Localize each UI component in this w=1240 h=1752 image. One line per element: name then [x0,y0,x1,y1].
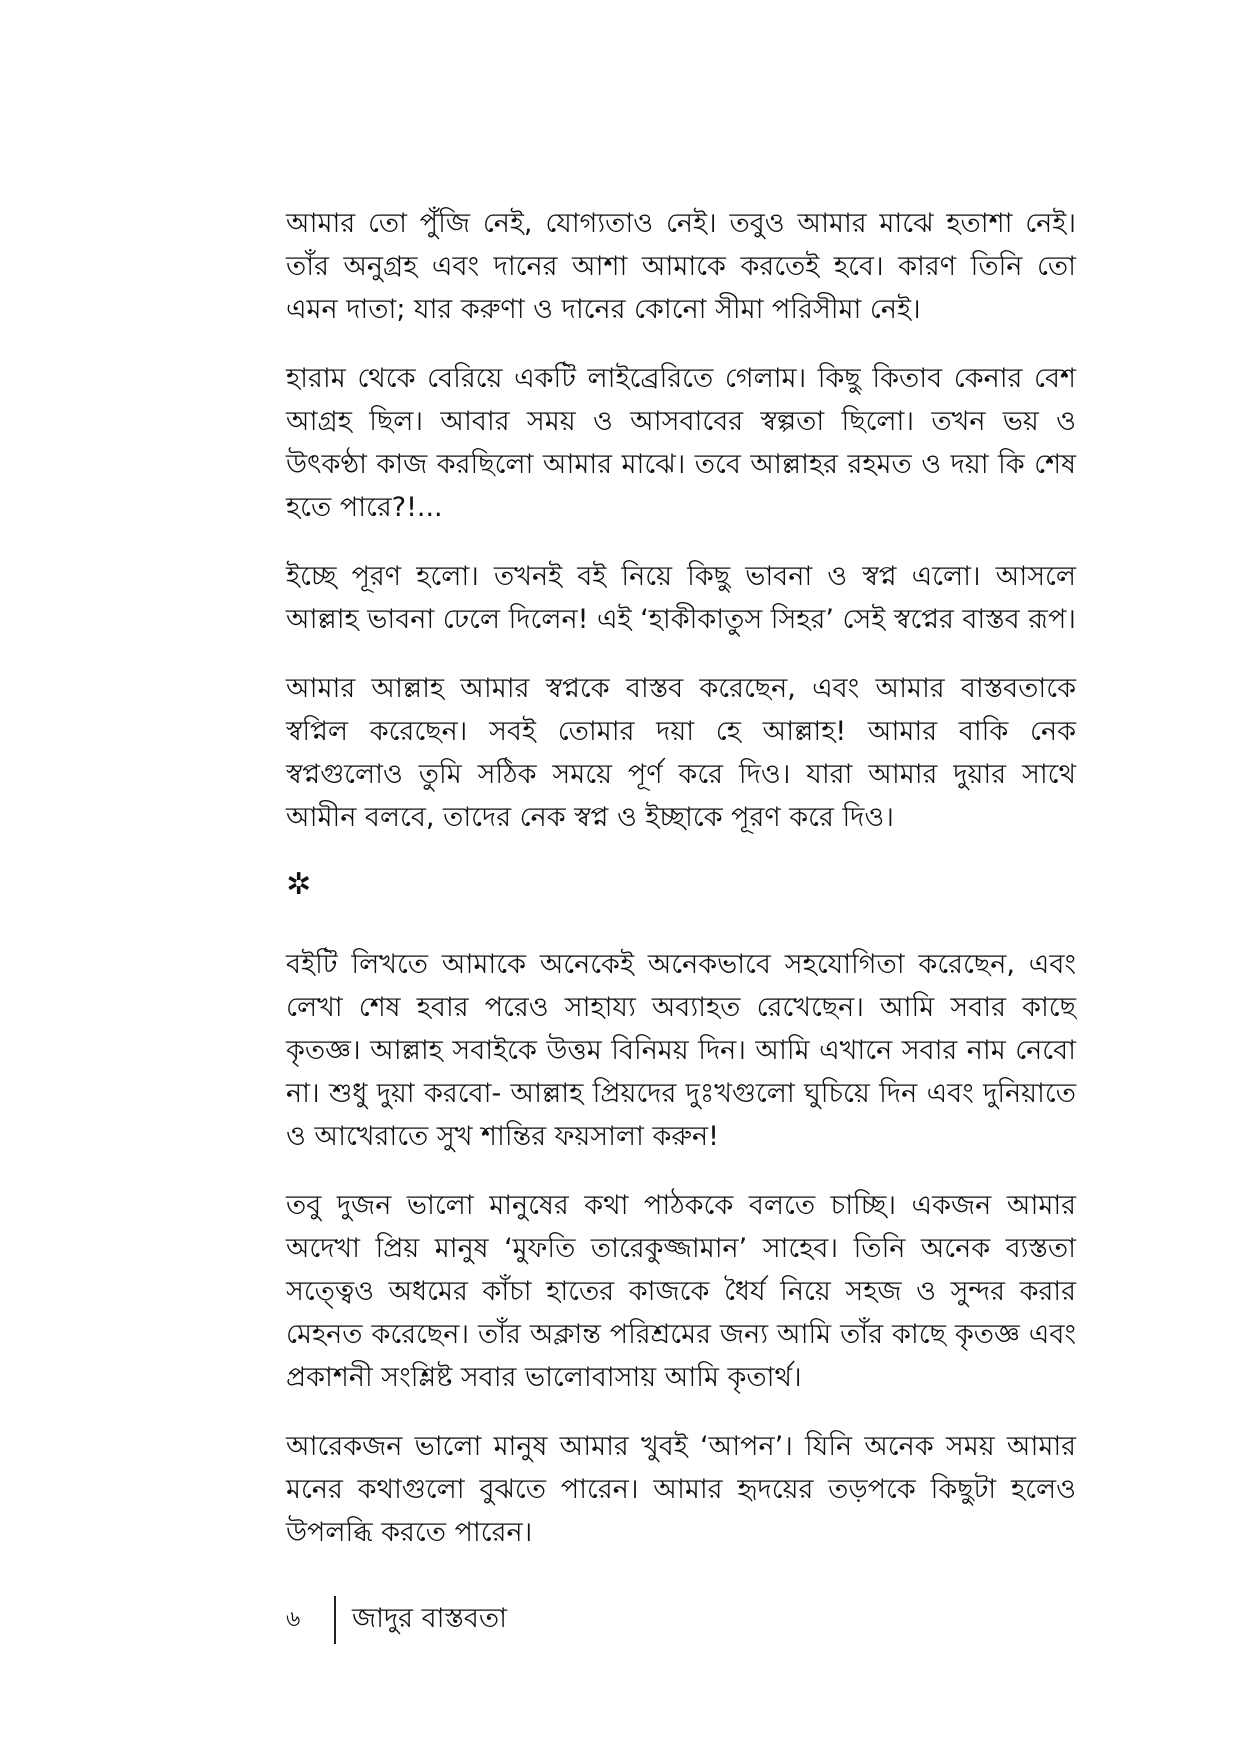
page-number: ৬ [286,1606,301,1632]
paragraph-4: আমার আল্লাহ আমার স্বপ্নকে বাস্তব করেছেন, এবং আমার বাস্তবতাকে স্বপ্নিল করেছেন। সবই তোমার দয়া হে আল্লাহ! আমার বাকি নেক স্বপ্নগুলোও তুমি সঠিক সময়ে পূর্ণ করে দিও। যারা আমার দুয়ার সাথে আমীন বলবে, তাদের নেক স্বপ্ন ও ইচ্ছাকে পূরণ করে দিও। [286,673,1076,833]
paragraph-5: বইটি লিখতে আমাকে অনেকেই অনেকভাবে সহযোগিতা করেছেন, এবং লেখা শেষ হবার পরেও সাহায্য অব্যাহত রেখেছেন। আমি সবার কাছে কৃতজ্ঞ। আল্লাহ সবাইকে উত্তম বিনিময় দিন। আমি এখানে সবার নাম নেবো না। শুধু দুয়া করবো- আল্লাহ প্রিয়দের দুঃখগুলো ঘুচিয়ে দিন এবং দুনিয়াতে ও আখেরাতে সুখ শান্তির ফয়সালা করুন! [286,949,1076,1152]
paragraph-2: হারাম থেকে বেরিয়ে একটি লাইব্রেরিতে গেলাম। কিছু কিতাব কেনার বেশ আগ্রহ ছিল। আবার সময় ও আসবাবের স্বল্পতা ছিলো। তখন ভয় ও উৎকণ্ঠা কাজ করছিলো আমার মাঝে। তবে আল্লাহর রহমত ও দয়া কি শেষ হতে পারে?!... [286,363,1076,523]
paragraph-1: আমার তো পুঁজি নেই, যোগ্যতাও নেই। তবুও আমার মাঝে হতাশা নেই। তাঁর অনুগ্রহ এবং দানের আশা আমাকে করতেই হবে। কারণ তিনি তো এমন দাতা; যার করুণা ও দানের কোনো সীমা পরিসীমা নেই। [286,208,1076,325]
footer-divider [334,1596,336,1644]
paragraph-6: তবু দুজন ভালো মানুষের কথা পাঠককে বলতে চাচ্ছি। একজন আমার অদেখা প্রিয় মানুষ ‘মুফতি তারেকুজ্জামান’ সাহেব। তিনি অনেক ব্যস্ততা সত্ত্বেও অধমের কাঁচা হাতের কাজকে ধৈর্য নিয়ে সহজ ও সুন্দর করার মেহনত করেছেন। তাঁর অক্লান্ত পরিশ্রমের জন্য আমি তাঁর কাছে কৃতজ্ঞ এবং প্রকাশনী সংশ্লিষ্ট সবার ভালোবাসায় আমি কৃতার্থ। [286,1190,1076,1393]
paragraph-3: ইচ্ছে পূরণ হলো। তখনই বই নিয়ে কিছু ভাবনা ও স্বপ্ন এলো। আসলে আল্লাহ ভাবনা ঢেলে দিলেন! এই ‘হাকীকাতুস সিহর’ সেই স্বপ্নের বাস্তব রূপ। [286,561,1076,635]
page-footer [286,1595,507,1645]
running-title: জাদুর বাস্তবতা [352,1602,507,1634]
section-separator: ✲ [286,867,312,902]
page-body [286,202,1076,1580]
paragraph-7: আরেকজন ভালো মানুষ আমার খুবই ‘আপন’। যিনি অনেক সময় আমার মনের কথাগুলো বুঝতে পারেন। আমার হৃদয়ের তড়পকে কিছুটা হলেও উপলব্ধি করতে পারেন। [286,1431,1076,1548]
